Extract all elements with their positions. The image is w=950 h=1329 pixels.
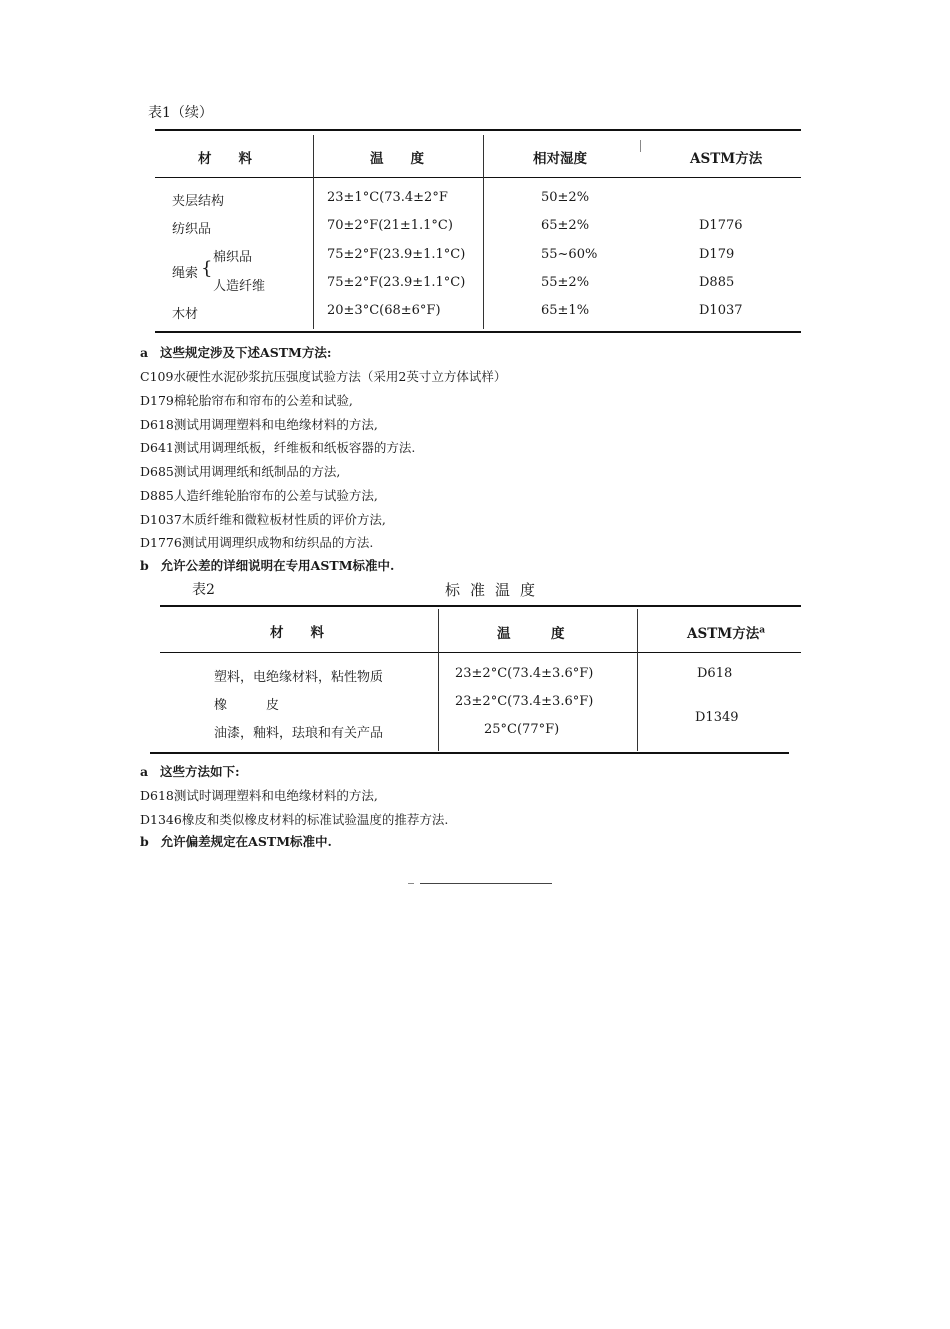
table2-caption: 表2 <box>192 582 215 598</box>
notes1-item: D1037木质纤维和微粒板材性质的评价方法, <box>140 512 386 527</box>
table2-header-temp: 温 度 <box>497 626 565 642</box>
table2-cell-method: D1349 <box>695 710 739 725</box>
table2-cell-material: 塑料，电绝缘材料，粘性物质 <box>214 670 384 685</box>
table1-top-rule <box>155 129 801 131</box>
notes1-item: C109水硬性水泥砂浆抗压强度试验方法（采用2英寸立方体试样） <box>140 369 507 384</box>
table1-cell-humidity: 55±2% <box>541 275 590 290</box>
note-text: 允许公差的详细说明在专用ASTM标准中. <box>160 558 395 573</box>
table2-cell-material: 油漆，釉料，珐琅和有关产品 <box>214 726 384 741</box>
notes1-item: D685测试用调理纸和纸制品的方法, <box>140 464 341 479</box>
table1-caption: 表1（续） <box>148 105 213 121</box>
table1-cell-temp: 75±2°F(23.9±1.1°C) <box>327 275 466 290</box>
table1-cell-method: D179 <box>699 247 735 262</box>
notes1-item: D618测试用调理塑料和电绝缘材料的方法, <box>140 417 378 432</box>
brace-icon: { <box>201 258 213 279</box>
table1-header-material: 材 料 <box>198 151 252 167</box>
notes1-item: D179棉轮胎帘布和帘布的公差和试验, <box>140 393 353 408</box>
table2-bottom-rule <box>150 752 789 754</box>
table1-cell-temp: 23±1°C(73.4±2°F <box>327 190 448 205</box>
table1-cell-humidity: 50±2% <box>541 190 590 205</box>
table2-header-method <box>687 622 765 642</box>
table1-header-method: ASTM方法 <box>690 151 763 167</box>
end-rule-dash <box>408 883 414 884</box>
table1-bottom-rule <box>155 331 801 333</box>
notes2-a <box>140 762 240 780</box>
note-text: 这些规定涉及下述ASTM方法: <box>160 345 332 360</box>
table1-cell-method: D1776 <box>699 218 743 233</box>
table2-cell-temp: 23±2°C(73.4±3.6°F) <box>455 694 594 709</box>
table1-cell-temp: 75±2°F(23.9±1.1°C) <box>327 247 466 262</box>
table1-cell-temp: 70±2°F(21±1.1°C) <box>327 218 453 233</box>
end-rule <box>420 883 552 884</box>
note-marker: a <box>140 345 149 360</box>
note-text: 允许偏差规定在ASTM标准中. <box>160 834 332 849</box>
notes2-item: D618测试时调理塑料和电绝缘材料的方法, <box>140 788 378 803</box>
table2-cell-method: D618 <box>697 666 733 681</box>
table1-cell-humidity: 65±1% <box>541 303 590 318</box>
notes1-item: D1776测试用调理织成物和纺织品的方法. <box>140 535 374 550</box>
notes1-item: D885人造纤维轮胎帘布的公差与试验方法, <box>140 488 378 503</box>
table1-cell-humidity: 65±2% <box>541 218 590 233</box>
table2-header-rule <box>160 652 801 653</box>
notes2-item: D1346橡皮和类似橡皮材料的标准试验温度的推荐方法. <box>140 812 449 827</box>
notes1-b <box>140 556 394 574</box>
table1-cell-humidity: 55~60% <box>541 247 598 262</box>
table1-col-divider <box>483 135 484 329</box>
table2-cell-material: 橡 皮 <box>214 698 280 713</box>
table1-cell-material: 纺织品 <box>172 222 212 237</box>
table2-header-sup: a <box>759 625 766 636</box>
table1-cell-temp: 20±3°C(68±6°F) <box>327 303 441 318</box>
table1-col-divider <box>313 135 314 329</box>
notes1-item: D641测试用调理纸板，纤维板和纸板容器的方法. <box>140 440 416 455</box>
table1-cell-material: 棉织品 <box>213 250 253 265</box>
table2-title: 标准温度 <box>445 581 546 599</box>
table2-col-divider <box>438 609 439 751</box>
table2-top-rule <box>160 605 801 607</box>
notes1-a <box>140 343 332 361</box>
table2-col-divider <box>637 609 638 751</box>
table1-cell-method: D1037 <box>699 303 743 318</box>
table2-header-material: 材 料 <box>270 625 324 641</box>
table2-cell-temp: 25°C(77°F) <box>484 722 560 737</box>
table1-group-label: 绳索 <box>172 266 199 281</box>
note-marker: a <box>140 764 149 779</box>
table1-header-rule <box>155 177 801 178</box>
note-marker: b <box>140 834 149 849</box>
note-text: 这些方法如下: <box>160 764 240 779</box>
table1-col-divider <box>640 140 641 152</box>
table1-header-humidity: 相对湿度 <box>533 151 587 167</box>
notes2-b <box>140 832 332 850</box>
table1-cell-material: 人造纤维 <box>213 279 266 294</box>
table1-cell-method: D885 <box>699 275 735 290</box>
table1-cell-material: 夹层结构 <box>172 194 225 209</box>
table2-header-method-label: ASTM方法 <box>687 626 760 642</box>
table1-cell-material: 木材 <box>172 307 199 322</box>
note-marker: b <box>140 558 149 573</box>
table1-header-temp: 温 度 <box>370 151 424 167</box>
table2-cell-temp: 23±2°C(73.4±3.6°F) <box>455 666 594 681</box>
